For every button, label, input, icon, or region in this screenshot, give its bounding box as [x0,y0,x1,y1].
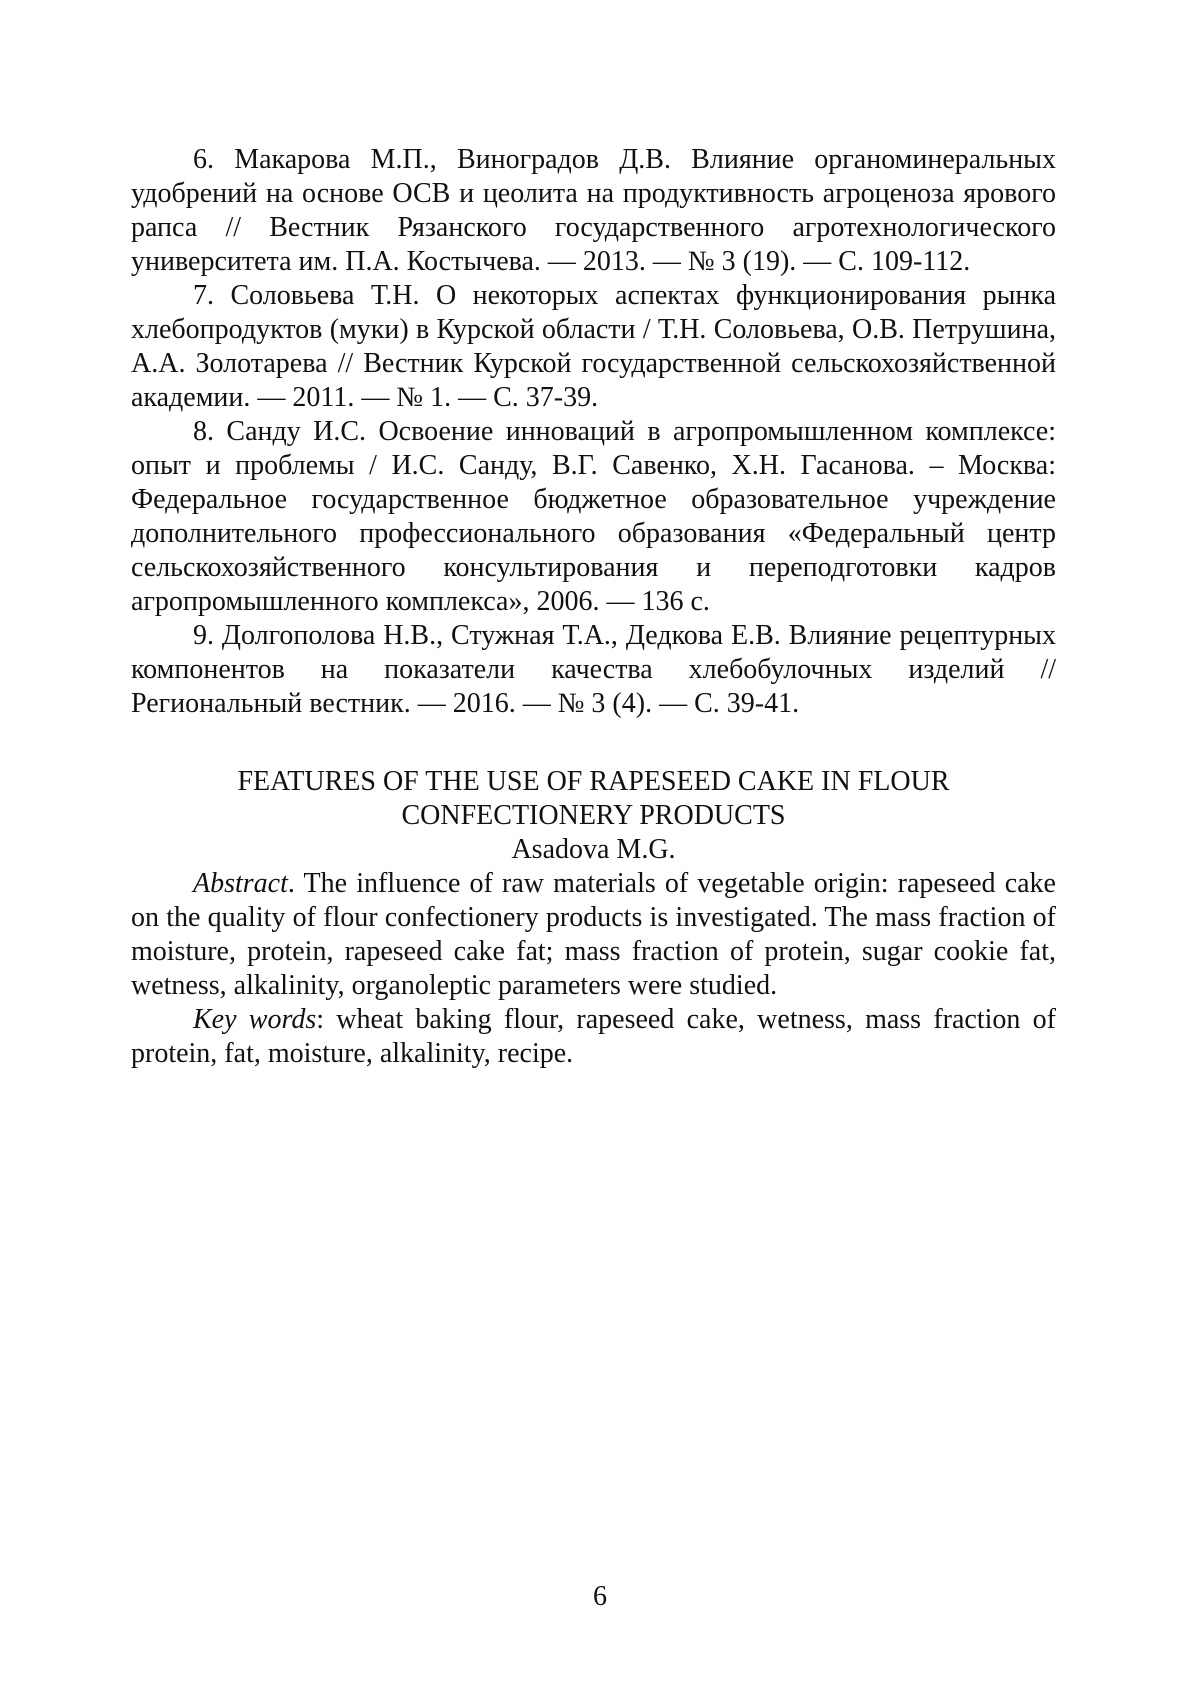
abstract-text: . The influence of raw materials of vegetable origin: rapeseed cake on the quality of flour confectionery products is investigated. The mass fraction of moisture, protein, rapeseed cake fat; mass fraction of protein, sugar cookie fat, wetness, alkalinity, organoleptic parameters were studied. [131,868,1056,1001]
article-author: Asadova M.G. [511,834,676,865]
keywords-paragraph [131,1003,1056,1071]
page-body [131,143,1056,1071]
reference-item: 6. Макарова М.П., Виноградов Д.В. Влияние органоминеральных удобрений на основе ОСВ и цеолита на продуктивность агроценоза ярового рапса // Вестник Рязанского государственного агротехнологического университета им. П.А. Костычева. — 2013. — № 3 (19). — С. 109-112. [131,144,1056,277]
keywords-label: Key words [193,1004,317,1035]
abstract-paragraph [131,867,1056,1003]
abstract-label: Abstract [193,868,288,899]
keywords-text: : wheat baking flour, rapeseed cake, wetness, mass fraction of protein, fat, moisture, alkalinity, recipe. [131,1004,1056,1069]
reference-list [131,143,1056,721]
reference-item: 9. Долгополова Н.В., Стужная Т.А., Дедкова Е.В. Влияние рецептурных компонентов на показатели качества хлебобулочных изделий // Региональный вестник. — 2016. — № 3 (4). — С. 39-41. [131,620,1056,719]
article-title-line: CONFECTIONERY PRODUCTS [401,800,786,831]
reference-item: 8. Санду И.С. Освоение инноваций в агропромышленном комплексе: опыт и проблемы / И.С. Санду, В.Г. Савенко, Х.Н. Гасанова. – Москва: Федеральное государственное бюджетное образовательное учреждение дополнительного профессионального образования «Федеральный центр сельскохозяйственного консультирования и переподготовки кадров агропромышленного комплекса», 2006. — 136 с. [131,416,1056,617]
article-title-line: FEATURES OF THE USE OF RAPESEED CAKE IN FLOUR [237,766,950,797]
page-number: 6 [593,1581,607,1612]
article-title [131,765,1056,867]
reference-item: 7. Соловьева Т.Н. О некоторых аспектах функционирования рынка хлебопродуктов (муки) в Курской области / Т.Н. Соловьева, О.В. Петрушина, А.А. Золотарева // Вестник Курской государственной сельскохозяйственной академии. — 2011. — № 1. — С. 37-39. [131,280,1056,413]
